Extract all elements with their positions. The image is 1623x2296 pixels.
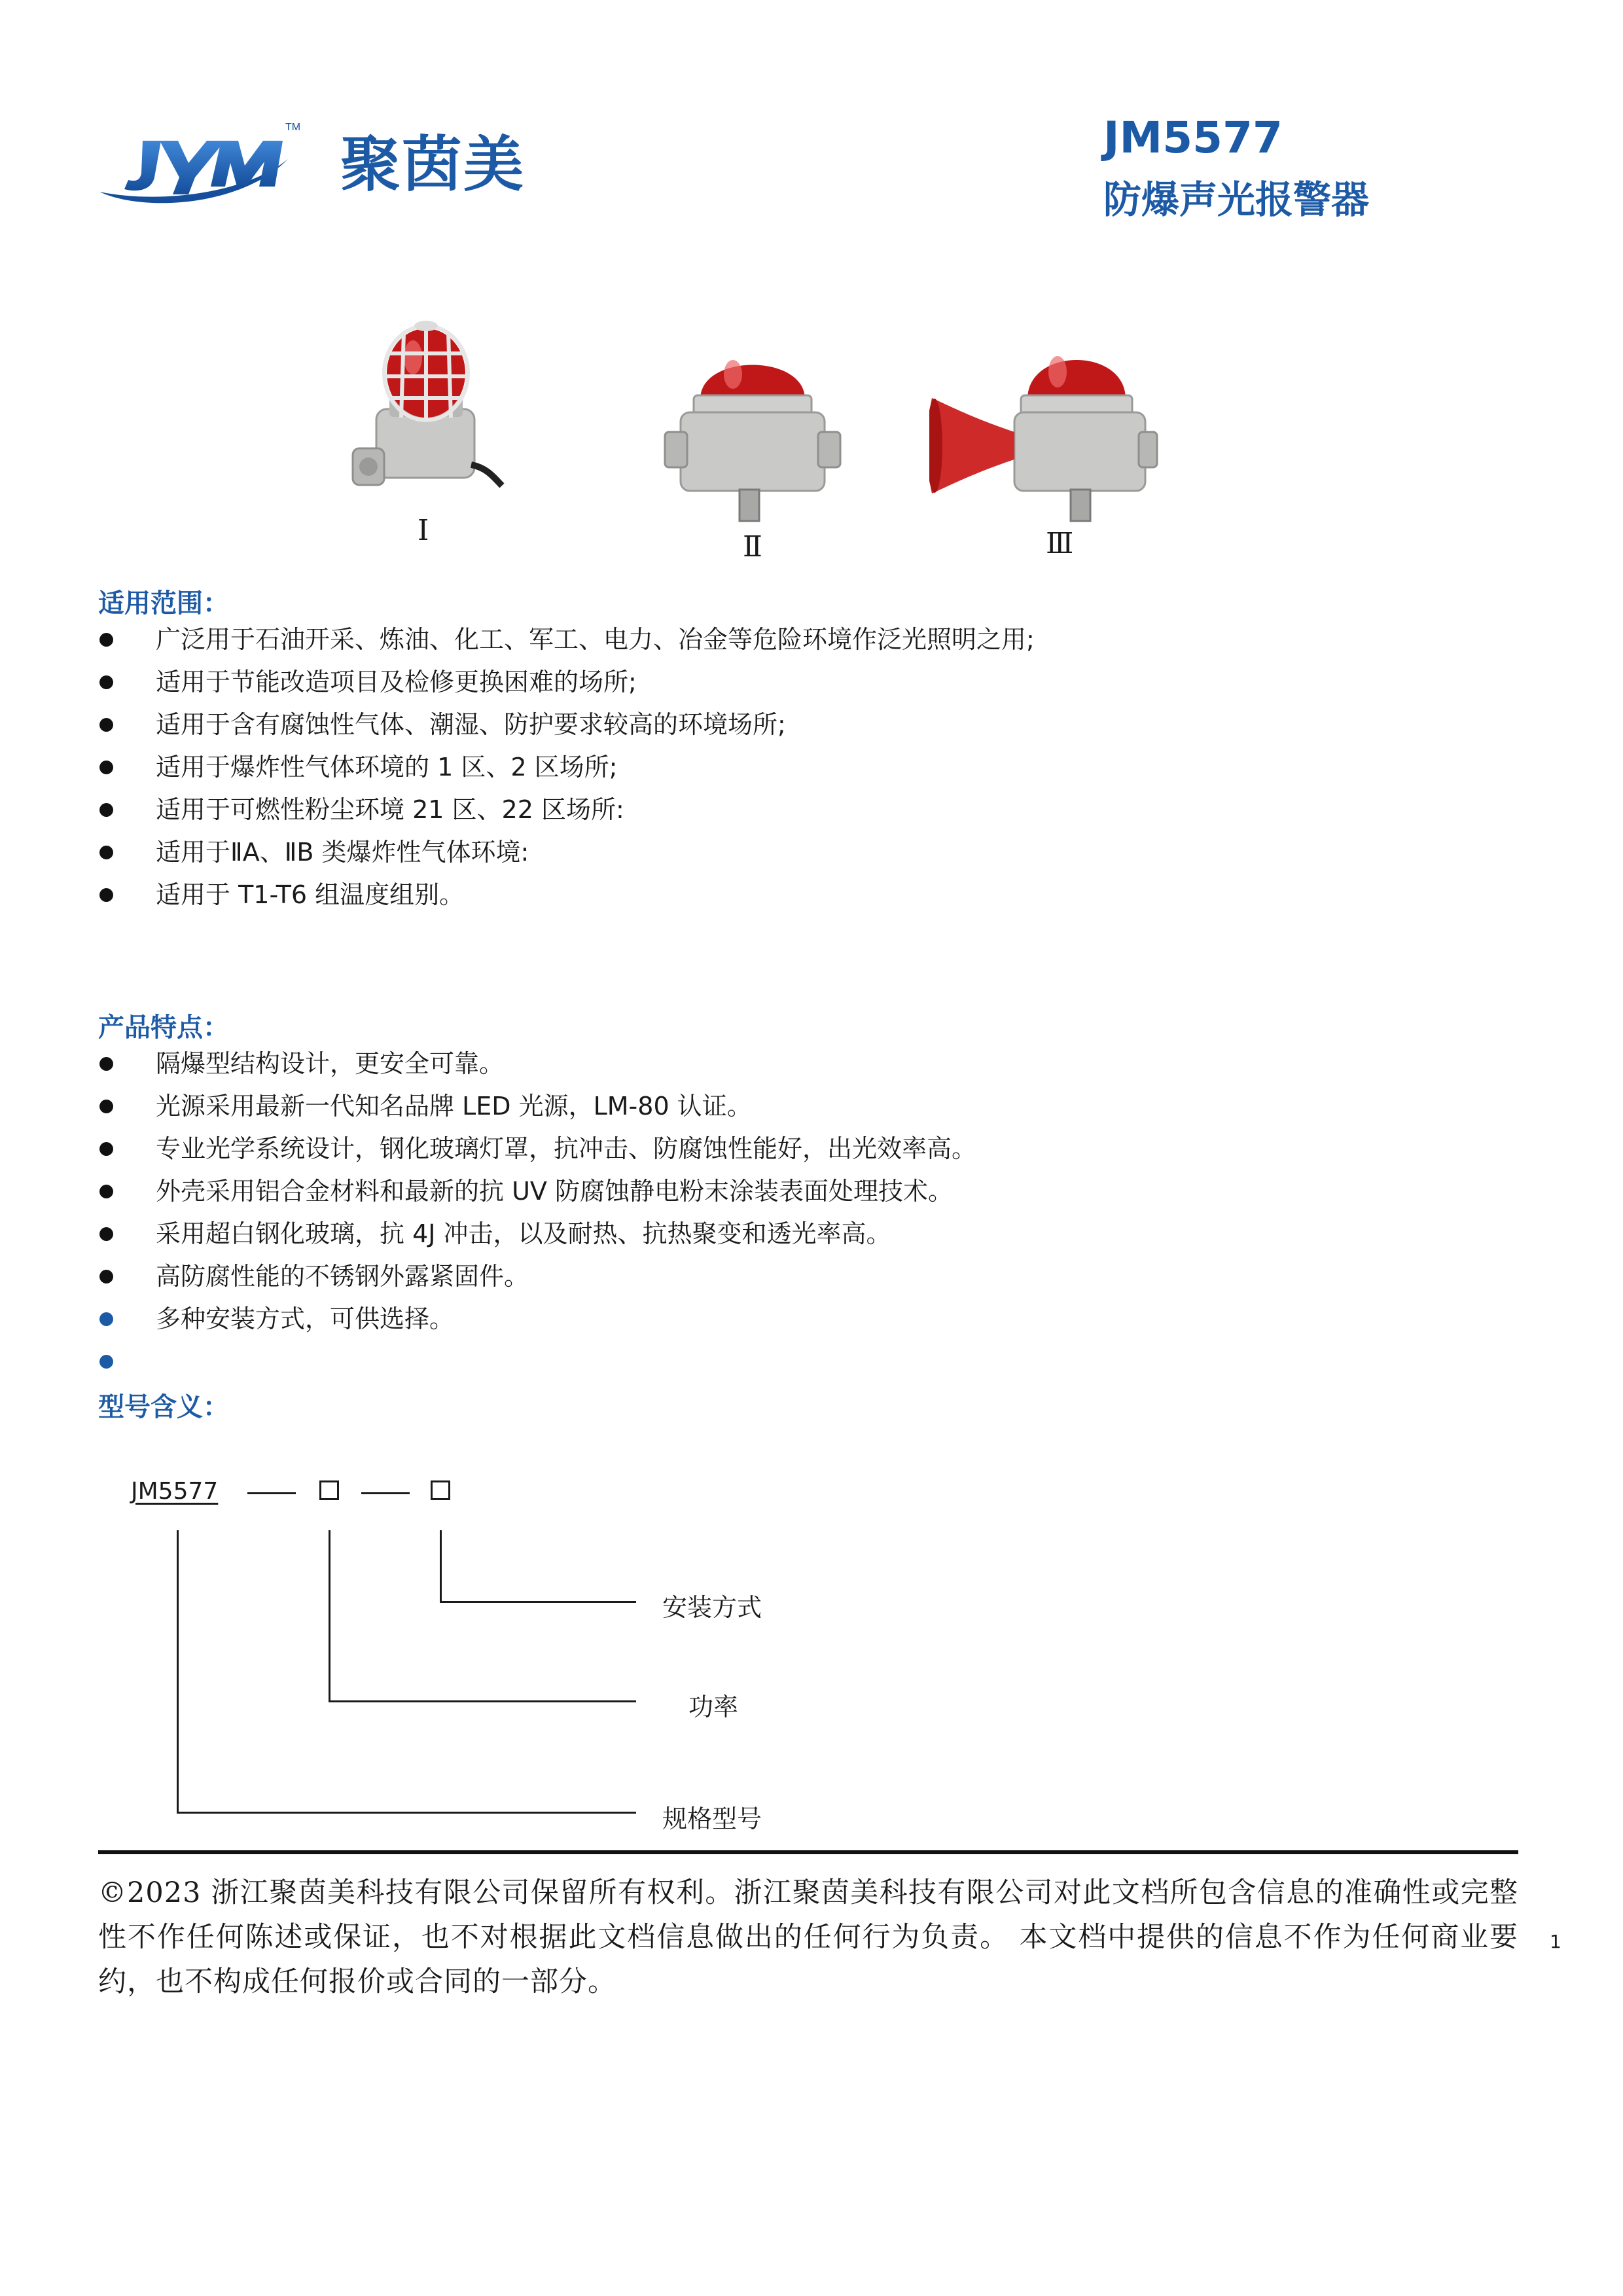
list-item: 适用于ⅡA、ⅡB 类爆炸性气体环境: <box>98 831 1538 874</box>
leader-spec-vertical <box>177 1530 179 1813</box>
label-spec-model: 规格型号 <box>662 1804 762 1833</box>
product-label-3: Ⅲ <box>1046 527 1074 560</box>
page-number: 1 <box>1550 1931 1561 1952</box>
model-code: JM5577 <box>131 1478 219 1505</box>
caged-beacon-icon <box>330 314 527 511</box>
product-label-1: Ⅰ <box>418 514 429 547</box>
list-item: 外壳采用铝合金材料和最新的抗 UV 防腐蚀静电粉末涂装表面处理技术。 <box>98 1170 1538 1213</box>
bullet-icon <box>99 1100 113 1113</box>
svg-text:TM: TM <box>285 122 301 133</box>
brand-logo <box>92 115 308 213</box>
bullet-icon <box>99 1312 113 1326</box>
bullet-icon <box>99 803 113 817</box>
bullet-icon <box>99 761 113 774</box>
product-image-2 <box>661 327 844 530</box>
model-dash-2 <box>361 1492 410 1494</box>
document-code: JM5577 <box>1103 113 1283 163</box>
list-item: 适用于 T1-T6 组温度组别。 <box>98 874 1538 916</box>
beacon-with-horn-icon <box>929 327 1158 530</box>
list-item <box>98 1340 1538 1383</box>
list-item: 隔爆型结构设计，更安全可靠。 <box>98 1043 1538 1085</box>
bullet-icon <box>99 1057 113 1071</box>
copyright-notice: ©2023 浙江聚茵美科技有限公司保留所有权利。浙江聚茵美科技有限公司对此文档所包含信息的准确性或完整性不作任何陈述或保证，也不对根据此文档信息做出的任何行为负责。 本文档中提供的信息不作为任何商业要约，也不构成任何报价或合同的一部分。 <box>98 1876 1518 1998</box>
dome-beacon-icon <box>661 327 844 530</box>
model-placeholder-power <box>319 1480 339 1500</box>
bullet-icon <box>99 1142 113 1156</box>
model-heading: 型号含义： <box>98 1392 229 1422</box>
model-placeholder-install <box>431 1480 450 1500</box>
product-image-1 <box>330 314 527 511</box>
list-item: 适用于可燃性粉尘环境 21 区、22 区场所: <box>98 789 1538 831</box>
bullet-icon <box>99 846 113 859</box>
footer-divider <box>98 1850 1518 1854</box>
leader-power-vertical <box>329 1530 330 1702</box>
bullet-icon <box>99 718 113 732</box>
bullet-icon <box>99 1270 113 1283</box>
list-item: 采用超白钢化玻璃，抗 4J 冲击，以及耐热、抗热聚变和透光率高。 <box>98 1213 1538 1255</box>
list-item: 适用于含有腐蚀性气体、潮湿、防护要求较高的环境场所; <box>98 704 1538 746</box>
list-item: 专业光学系统设计，钢化玻璃灯罩，抗冲击、防腐蚀性能好，出光效率高。 <box>98 1128 1538 1170</box>
brand-name: 聚茵美 <box>340 130 526 200</box>
bullet-icon <box>99 888 113 902</box>
list-item: 广泛用于石油开采、炼油、化工、军工、电力、冶金等危险环境作泛光照明之用; <box>98 619 1538 661</box>
list-item: 高防腐性能的不锈钢外露紧固件。 <box>98 1255 1538 1298</box>
label-install-method: 安装方式 <box>662 1593 762 1622</box>
list-item: 多种安装方式，可供选择。 <box>98 1298 1538 1340</box>
list-item: 光源采用最新一代知名品牌 LED 光源，LM-80 认证。 <box>98 1085 1538 1128</box>
label-power: 功率 <box>688 1693 739 1721</box>
product-image-3 <box>929 327 1158 530</box>
leader-install-horizontal <box>440 1601 636 1603</box>
bullet-icon <box>99 1355 113 1369</box>
bullet-icon <box>99 1185 113 1198</box>
document-title: 防爆声光报警器 <box>1103 177 1370 222</box>
features-heading: 产品特点： <box>98 1013 229 1043</box>
scope-heading: 适用范围： <box>98 588 229 619</box>
product-label-2: Ⅱ <box>743 530 762 564</box>
list-item: 适用于爆炸性气体环境的 1 区、2 区场所; <box>98 746 1538 789</box>
bullet-icon <box>99 633 113 647</box>
list-item: 适用于节能改造项目及检修更换困难的场所; <box>98 661 1538 704</box>
leader-spec-horizontal <box>177 1812 636 1814</box>
leader-power-horizontal <box>329 1700 636 1702</box>
features-list <box>98 1043 1538 1383</box>
scope-list <box>98 619 1538 916</box>
leader-install-vertical <box>440 1530 442 1602</box>
bullet-icon <box>99 1227 113 1241</box>
model-dash-1 <box>247 1492 296 1494</box>
bullet-icon <box>99 675 113 689</box>
